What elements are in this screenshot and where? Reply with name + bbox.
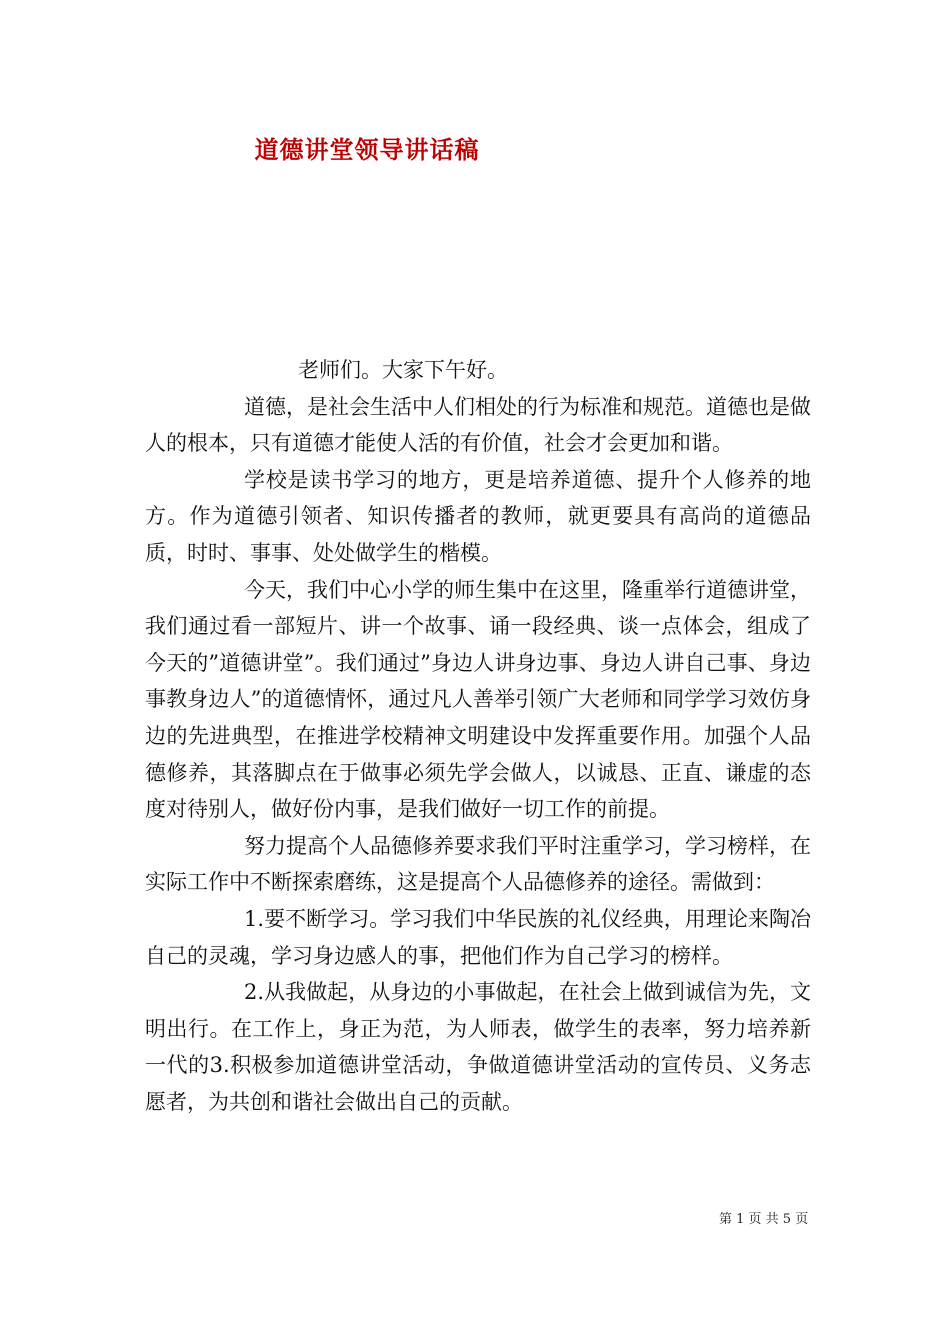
document-title [0,132,950,168]
paragraph-today: 今天，我们中心小学的师生集中在这里，隆重举行道德讲堂，我们通过看一部短片、讲一个故事、诵一段经典、谈一点体会，组成了今天的”道德讲堂”。我们通过”身边人讲身边事、身边人讲自己事、身边事教身边人”的道德情怀，通过凡人善举引领广大老师和同学学习效仿身边的先进典型，在推进学校精神文明建设中发挥重要作用。加强个人品德修养，其落脚点在于做事必须先学会做人，以诚恳、正直、谦虚的态度对待别人，做好份内事，是我们做好一切工作的前提。 [145,577,811,822]
paragraph-item-1: 1.要不断学习。学习我们中华民族的礼仪经典，用理论来陶冶自己的灵魂，学习身边感人的事，把他们作为自己学习的榜样。 [145,906,811,968]
paragraph-morality: 道德，是社会生活中人们相处的行为标准和规范。道德也是做人的根本，只有道德才能使人活的有价值，社会才会更加和谐。 [145,394,811,456]
page-number-footer: 第 1 页 共 5 页 [719,1212,809,1227]
paragraph-school: 学校是读书学习的地方，更是培养道德、提升个人修养的地方。作为道德引领者、知识传播者的教师，就更要具有高尚的道德品质，时时、事事、处处做学生的楷模。 [145,467,811,565]
paragraph-item-2: 2.从我做起，从身边的小事做起，在社会上做到诚信为先，文明出行。在工作上，身正为范，为人师表，做学生的表率，努力培养新一代的3.积极参加道德讲堂活动，争做道德讲堂活动的宣传员、义务志愿者，为共创和谐社会做出自己的贡献。 [145,980,811,1114]
document-body [145,352,811,1120]
paragraph-greeting: 老师们。大家下午好。 [298,358,508,382]
paragraph-effort: 努力提高个人品德修养要求我们平时注重学习，学习榜样，在实际工作中不断探索磨练，这是提高个人品德修养的途径。需做到： [145,833,811,895]
document-title-text: 道德讲堂领导讲话稿 [254,135,480,164]
